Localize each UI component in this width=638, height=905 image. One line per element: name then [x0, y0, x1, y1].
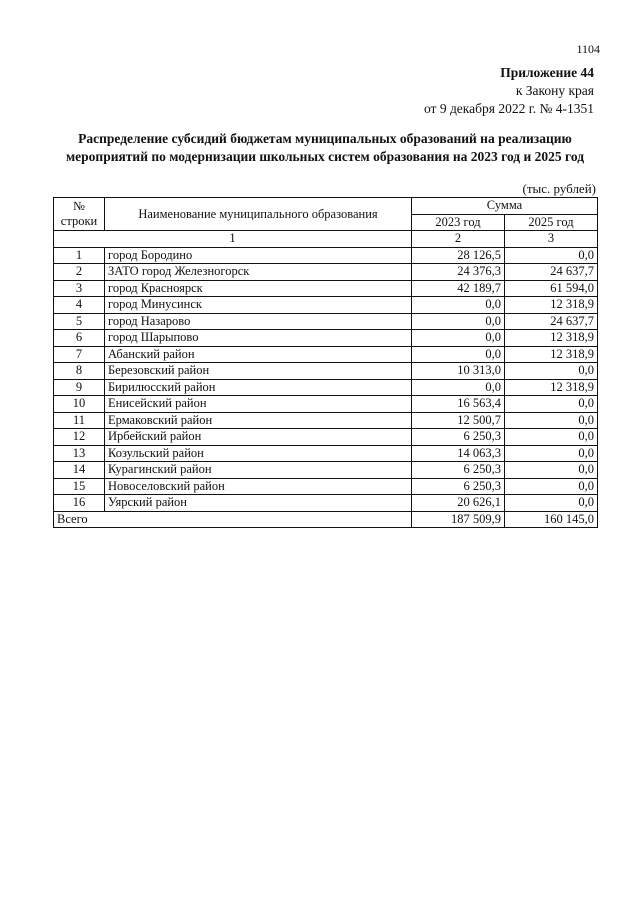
municipality-name: город Минусинск	[105, 297, 412, 314]
table-row	[54, 445, 598, 462]
row-number: 5	[54, 313, 105, 330]
table-row	[54, 462, 598, 479]
row-number: 13	[54, 445, 105, 462]
table-row	[54, 247, 598, 264]
units-label: (тыс. рублей)	[522, 181, 596, 196]
municipality-name: город Красноярск	[105, 280, 412, 297]
municipality-name: Ермаковский район	[105, 412, 412, 429]
header-sum: Сумма	[412, 198, 598, 215]
document-title: Распределение субсидий бюджетам муниципальных образований на реализацию мероприятий по модернизации школьных систем образования на 2023 год и 2025 год	[65, 131, 585, 164]
table-row	[54, 429, 598, 446]
amount-2023: 6 250,3	[412, 478, 505, 495]
table-row	[54, 396, 598, 413]
amount-2025: 0,0	[505, 247, 598, 264]
page-number: 1104	[576, 42, 600, 56]
amount-2025: 12 318,9	[505, 379, 598, 396]
table-row	[54, 346, 598, 363]
header-year-2023: 2023 год	[412, 214, 505, 231]
municipality-name: город Шарыпово	[105, 330, 412, 347]
amount-2023: 10 313,0	[412, 363, 505, 380]
row-number: 6	[54, 330, 105, 347]
municipality-name: Бирилюсский район	[105, 379, 412, 396]
annex-title: Приложение 44	[500, 65, 594, 80]
amount-2023: 0,0	[412, 346, 505, 363]
annex-law-date: от 9 декабря 2022 г. № 4-1351	[423, 101, 594, 116]
amount-2023: 0,0	[412, 297, 505, 314]
row-number: 14	[54, 462, 105, 479]
table-row	[54, 264, 598, 281]
total-2023: 187 509,9	[412, 511, 505, 527]
amount-2025: 12 318,9	[505, 297, 598, 314]
row-number: 11	[54, 412, 105, 429]
table-row	[54, 330, 598, 347]
amount-2023: 28 126,5	[412, 247, 505, 264]
municipality-name: город Назарово	[105, 313, 412, 330]
amount-2023: 0,0	[412, 330, 505, 347]
amount-2025: 0,0	[505, 363, 598, 380]
amount-2023: 0,0	[412, 379, 505, 396]
total-row	[54, 511, 598, 527]
header-col-index-2: 2	[412, 231, 505, 248]
row-number: 9	[54, 379, 105, 396]
table-row	[54, 297, 598, 314]
row-number: 7	[54, 346, 105, 363]
table-row	[54, 280, 598, 297]
table-row	[54, 478, 598, 495]
municipality-name: ЗАТО город Железногорск	[105, 264, 412, 281]
amount-2025: 0,0	[505, 445, 598, 462]
amount-2023: 20 626,1	[412, 495, 505, 512]
row-number: 10	[54, 396, 105, 413]
row-number: 3	[54, 280, 105, 297]
table-row	[54, 495, 598, 512]
table-row	[54, 379, 598, 396]
amount-2023: 16 563,4	[412, 396, 505, 413]
amount-2023: 12 500,7	[412, 412, 505, 429]
annex-block	[424, 64, 594, 118]
header-year-2025: 2025 год	[505, 214, 598, 231]
municipality-name: Енисейский район	[105, 396, 412, 413]
total-2025: 160 145,0	[505, 511, 598, 527]
amount-2025: 12 318,9	[505, 346, 598, 363]
amount-2025: 0,0	[505, 396, 598, 413]
header-col-index-3: 3	[505, 231, 598, 248]
municipality-name: город Бородино	[105, 247, 412, 264]
row-number: 8	[54, 363, 105, 380]
amount-2025: 12 318,9	[505, 330, 598, 347]
amount-2023: 24 376,3	[412, 264, 505, 281]
municipality-name: Уярский район	[105, 495, 412, 512]
municipality-name: Абанский район	[105, 346, 412, 363]
amount-2025: 0,0	[505, 478, 598, 495]
table-row	[54, 313, 598, 330]
amount-2023: 6 250,3	[412, 429, 505, 446]
municipality-name: Ирбейский район	[105, 429, 412, 446]
row-number: 2	[54, 264, 105, 281]
table-row	[54, 412, 598, 429]
amount-2025: 61 594,0	[505, 280, 598, 297]
amount-2025: 0,0	[505, 429, 598, 446]
amount-2025: 24 637,7	[505, 313, 598, 330]
amount-2025: 24 637,7	[505, 264, 598, 281]
row-number: 1	[54, 247, 105, 264]
municipality-name: Березовский район	[105, 363, 412, 380]
municipality-name: Курагинский район	[105, 462, 412, 479]
municipality-name: Новоселовский район	[105, 478, 412, 495]
amount-2025: 0,0	[505, 495, 598, 512]
total-label: Всего	[54, 511, 412, 527]
row-number: 16	[54, 495, 105, 512]
amount-2023: 14 063,3	[412, 445, 505, 462]
header-col-index-1: 1	[54, 231, 412, 248]
subsidy-table	[53, 197, 598, 528]
annex-law-ref: к Закону края	[515, 83, 594, 98]
municipality-name: Козульский район	[105, 445, 412, 462]
amount-2023: 42 189,7	[412, 280, 505, 297]
table-row	[54, 363, 598, 380]
header-row-number: № строки	[54, 198, 105, 231]
header-municipality: Наименование муниципального образования	[105, 198, 412, 231]
row-number: 4	[54, 297, 105, 314]
row-number: 15	[54, 478, 105, 495]
amount-2023: 0,0	[412, 313, 505, 330]
amount-2025: 0,0	[505, 462, 598, 479]
amount-2023: 6 250,3	[412, 462, 505, 479]
amount-2025: 0,0	[505, 412, 598, 429]
row-number: 12	[54, 429, 105, 446]
